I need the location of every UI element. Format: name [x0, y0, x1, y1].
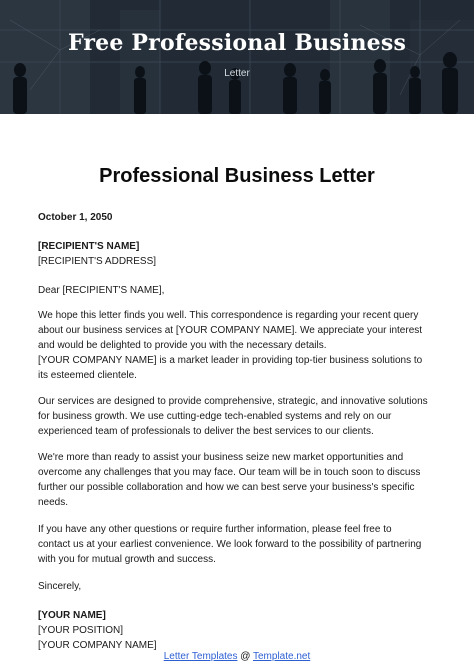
city-skyline-background	[0, 0, 474, 114]
closing: Sincerely,	[38, 581, 82, 592]
footer	[0, 651, 474, 662]
paragraph-line: contact us at your earliest convenience. We look forward to the possibility of partnering	[38, 539, 422, 550]
sender-position: [YOUR POSITION]	[38, 625, 124, 636]
paragraph-line: experienced team of professionals to deliver the best services to our clients.	[38, 426, 374, 437]
paragraph-line: We're more than ready to assist your business seize new market opportunities and	[38, 452, 404, 463]
paragraph-line: about our business services at [YOUR COMPANY NAME]. We appreciate your interest	[38, 325, 423, 336]
paragraph-line: its esteemed clientele.	[38, 370, 137, 381]
letter-date: October 1, 2050	[38, 212, 113, 223]
sender-name: [YOUR NAME]	[38, 610, 106, 621]
paragraph-4	[38, 522, 436, 567]
banner-subtitle: Letter	[224, 68, 250, 79]
paragraph-line: for business growth. We use cutting-edge tech-enabled systems and rely on our	[38, 411, 392, 422]
paragraph-line: [YOUR COMPANY NAME] is a market leader in providing top-tier business solutions to	[38, 355, 423, 366]
paragraph-line: Our services are designed to provide comprehensive, strategic, and innovative solutions	[38, 396, 428, 407]
document-title: Professional Business Letter	[99, 165, 375, 187]
salutation: Dear [RECIPIENT'S NAME],	[38, 285, 165, 296]
footer-separator: @	[237, 651, 253, 662]
paragraph-line: and would be delighted to provide you with the necessary details.	[38, 340, 327, 351]
sender-company: [YOUR COMPANY NAME]	[38, 640, 157, 651]
template-net-link[interactable]: Template.net	[253, 651, 311, 662]
header-banner	[0, 0, 474, 114]
paragraph-line: with you for mutual growth and success.	[38, 554, 216, 565]
paragraph-1	[38, 308, 436, 383]
paragraph-line: further our possible collaboration and how we can best serve your business's specific	[38, 482, 415, 493]
recipient-name: [RECIPIENT'S NAME]	[38, 241, 140, 252]
banner-title: Free Professional Business	[67, 30, 407, 56]
paragraph-line: If you have any other questions or require further information, please feel free to	[38, 524, 392, 535]
recipient-address: [RECIPIENT'S ADDRESS]	[38, 256, 157, 267]
paragraph-line: overcome any challenges that you may face. Our team will be in touch soon to discuss	[38, 467, 421, 478]
paragraph-2	[38, 394, 436, 439]
paragraph-line: needs.	[38, 497, 69, 508]
paragraph-line: We hope this letter finds you well. This correspondence is regarding your recent query	[38, 310, 419, 321]
paragraph-3	[38, 450, 436, 510]
letter-templates-link[interactable]: Letter Templates	[163, 651, 238, 662]
